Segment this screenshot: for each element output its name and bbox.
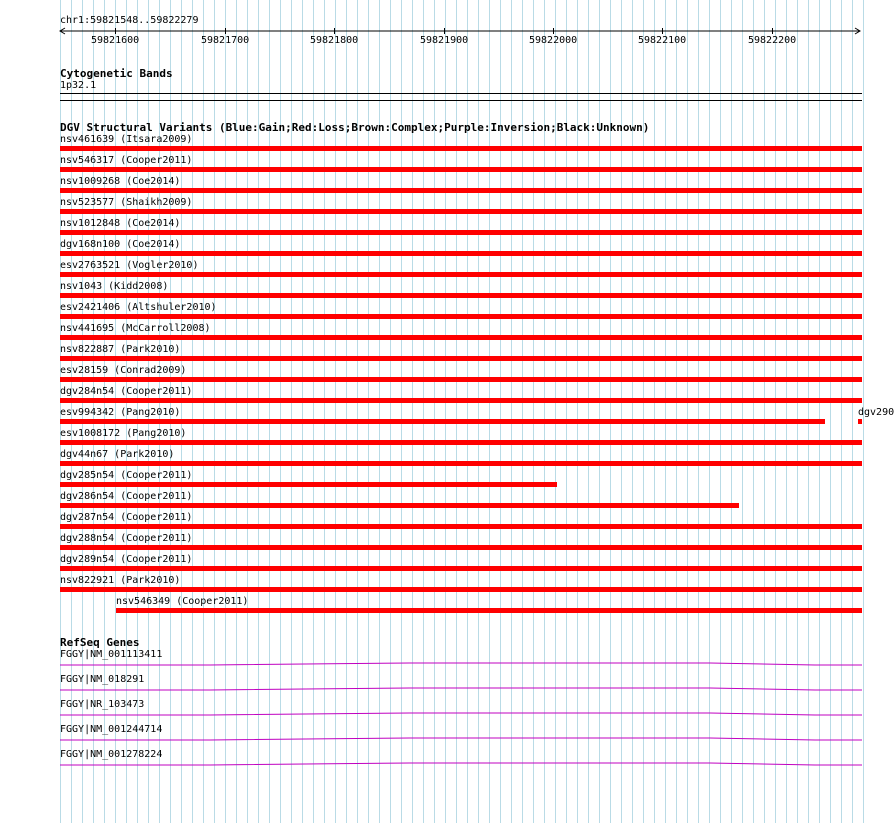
dgv-feature-bar[interactable] — [60, 146, 862, 151]
dgv-feature-bar[interactable] — [60, 461, 862, 466]
refseq-gene-model[interactable] — [0, 661, 890, 667]
refseq-gene-line — [60, 763, 862, 765]
dgv-feature-bar[interactable] — [60, 524, 862, 529]
dgv-feature-label[interactable]: dgv285n54 (Cooper2011) — [60, 470, 193, 481]
refseq-gene-line — [60, 738, 862, 740]
refseq-gene-model[interactable] — [0, 761, 890, 767]
ruler-tick — [444, 28, 445, 34]
dgv-feature-bar[interactable] — [60, 188, 862, 193]
dgv-feature-bar[interactable] — [60, 545, 862, 550]
dgv-feature-bar[interactable] — [60, 377, 862, 382]
dgv-feature-label[interactable]: nsv546349 (Cooper2011) — [116, 596, 249, 607]
dgv-feature-label[interactable]: dgv44n67 (Park2010) — [60, 449, 175, 460]
dgv-feature-label[interactable]: nsv441695 (McCarroll2008) — [60, 323, 211, 334]
dgv-feature-bar[interactable] — [60, 440, 862, 445]
refseq-gene-label[interactable]: FGGY|NM_001244714 — [60, 724, 163, 735]
refseq-gene-label[interactable]: FGGY|NR_103473 — [60, 699, 145, 710]
dgv-feature-bar[interactable] — [60, 293, 862, 298]
dgv-feature-bar[interactable] — [116, 608, 862, 613]
dgv-feature-label[interactable]: nsv1043 (Kidd2008) — [60, 281, 169, 292]
refseq-gene-model[interactable] — [0, 736, 890, 742]
dgv-feature-label[interactable]: nsv461639 (Itsara2009) — [60, 134, 193, 145]
refseq-gene-line — [60, 713, 862, 715]
ruler-tick — [225, 28, 226, 34]
dgv-feature-label[interactable]: dgv168n100 (Coe2014) — [60, 239, 181, 250]
dgv-feature-label[interactable]: dgv288n54 (Cooper2011) — [60, 533, 193, 544]
dgv-feature-label[interactable]: dgv290 — [858, 407, 894, 418]
ruler-tick-label: 59821900 — [420, 35, 469, 46]
dgv-feature-label[interactable]: esv2763521 (Vogler2010) — [60, 260, 199, 271]
dgv-feature-bar[interactable] — [60, 167, 862, 172]
dgv-feature-bar[interactable] — [60, 566, 862, 571]
dgv-feature-label[interactable]: esv1008172 (Pang2010) — [60, 428, 187, 439]
ruler-tick — [115, 28, 116, 34]
refseq-gene-label[interactable]: FGGY|NM_001113411 — [60, 649, 163, 660]
dgv-feature-label[interactable]: esv28159 (Conrad2009) — [60, 365, 187, 376]
dgv-feature-label[interactable]: nsv822921 (Park2010) — [60, 575, 181, 586]
dgv-feature-bar[interactable] — [60, 482, 557, 487]
dgv-feature-label[interactable]: esv994342 (Pang2010) — [60, 407, 181, 418]
ruler-tick-label: 59821700 — [201, 35, 250, 46]
dgv-feature-bar[interactable] — [60, 230, 862, 235]
dgv-feature-label[interactable]: nsv1012848 (Coe2014) — [60, 218, 181, 229]
dgv-feature-bar[interactable] — [60, 587, 862, 592]
dgv-feature-label[interactable]: dgv289n54 (Cooper2011) — [60, 554, 193, 565]
dgv-feature-label[interactable]: nsv1009268 (Coe2014) — [60, 176, 181, 187]
refseq-gene-line — [60, 663, 862, 665]
cytoband-title: Cytogenetic Bands — [60, 67, 173, 80]
dgv-feature-bar[interactable] — [60, 356, 862, 361]
dgv-feature-bar[interactable] — [60, 251, 862, 256]
dgv-feature-label[interactable]: esv2421406 (Altshuler2010) — [60, 302, 217, 313]
ruler-tick-label: 59822000 — [529, 35, 578, 46]
ruler-tick-label: 59821800 — [310, 35, 359, 46]
refseq-gene-label[interactable]: FGGY|NM_018291 — [60, 674, 145, 685]
ruler-tick — [772, 28, 773, 34]
ruler-tick — [334, 28, 335, 34]
refseq-gene-model[interactable] — [0, 686, 890, 692]
dgv-feature-bar[interactable] — [60, 398, 862, 403]
ruler-tick — [662, 28, 663, 34]
ruler-tick-label: 59822100 — [638, 35, 687, 46]
dgv-feature-bar[interactable] — [60, 314, 862, 319]
dgv-feature-bar[interactable] — [60, 272, 862, 277]
dgv-feature-bar[interactable] — [60, 209, 862, 214]
refseq-title: RefSeq Genes — [60, 636, 140, 649]
ruler-tick-label: 59821600 — [91, 35, 140, 46]
dgv-feature-label[interactable]: dgv286n54 (Cooper2011) — [60, 491, 193, 502]
dgv-feature-bar[interactable] — [60, 419, 825, 424]
dgv-feature-bar[interactable] — [60, 335, 862, 340]
refseq-gene-model[interactable] — [0, 711, 890, 717]
cytoband-line-bottom — [60, 100, 862, 101]
dgv-feature-bar[interactable] — [858, 419, 862, 424]
dgv-feature-label[interactable]: nsv523577 (Shaikh2009) — [60, 197, 193, 208]
dgv-feature-label[interactable]: dgv284n54 (Cooper2011) — [60, 386, 193, 397]
dgv-title: DGV Structural Variants (Blue:Gain;Red:Loss;Brown:Complex;Purple:Inversion;Black:Unknown) — [60, 121, 650, 134]
dgv-feature-label[interactable]: nsv546317 (Cooper2011) — [60, 155, 193, 166]
ruler-range: chr1:59821548..59822279 — [60, 15, 199, 26]
dgv-feature-bar[interactable] — [60, 503, 739, 508]
dgv-feature-label[interactable]: dgv287n54 (Cooper2011) — [60, 512, 193, 523]
cytoband-label: 1p32.1 — [60, 80, 97, 91]
ruler-tick — [553, 28, 554, 34]
refseq-gene-line — [60, 688, 862, 690]
refseq-gene-label[interactable]: FGGY|NM_001278224 — [60, 749, 163, 760]
cytoband-line-top — [60, 93, 862, 94]
ruler-tick-label: 59822200 — [748, 35, 797, 46]
dgv-feature-label[interactable]: nsv822887 (Park2010) — [60, 344, 181, 355]
